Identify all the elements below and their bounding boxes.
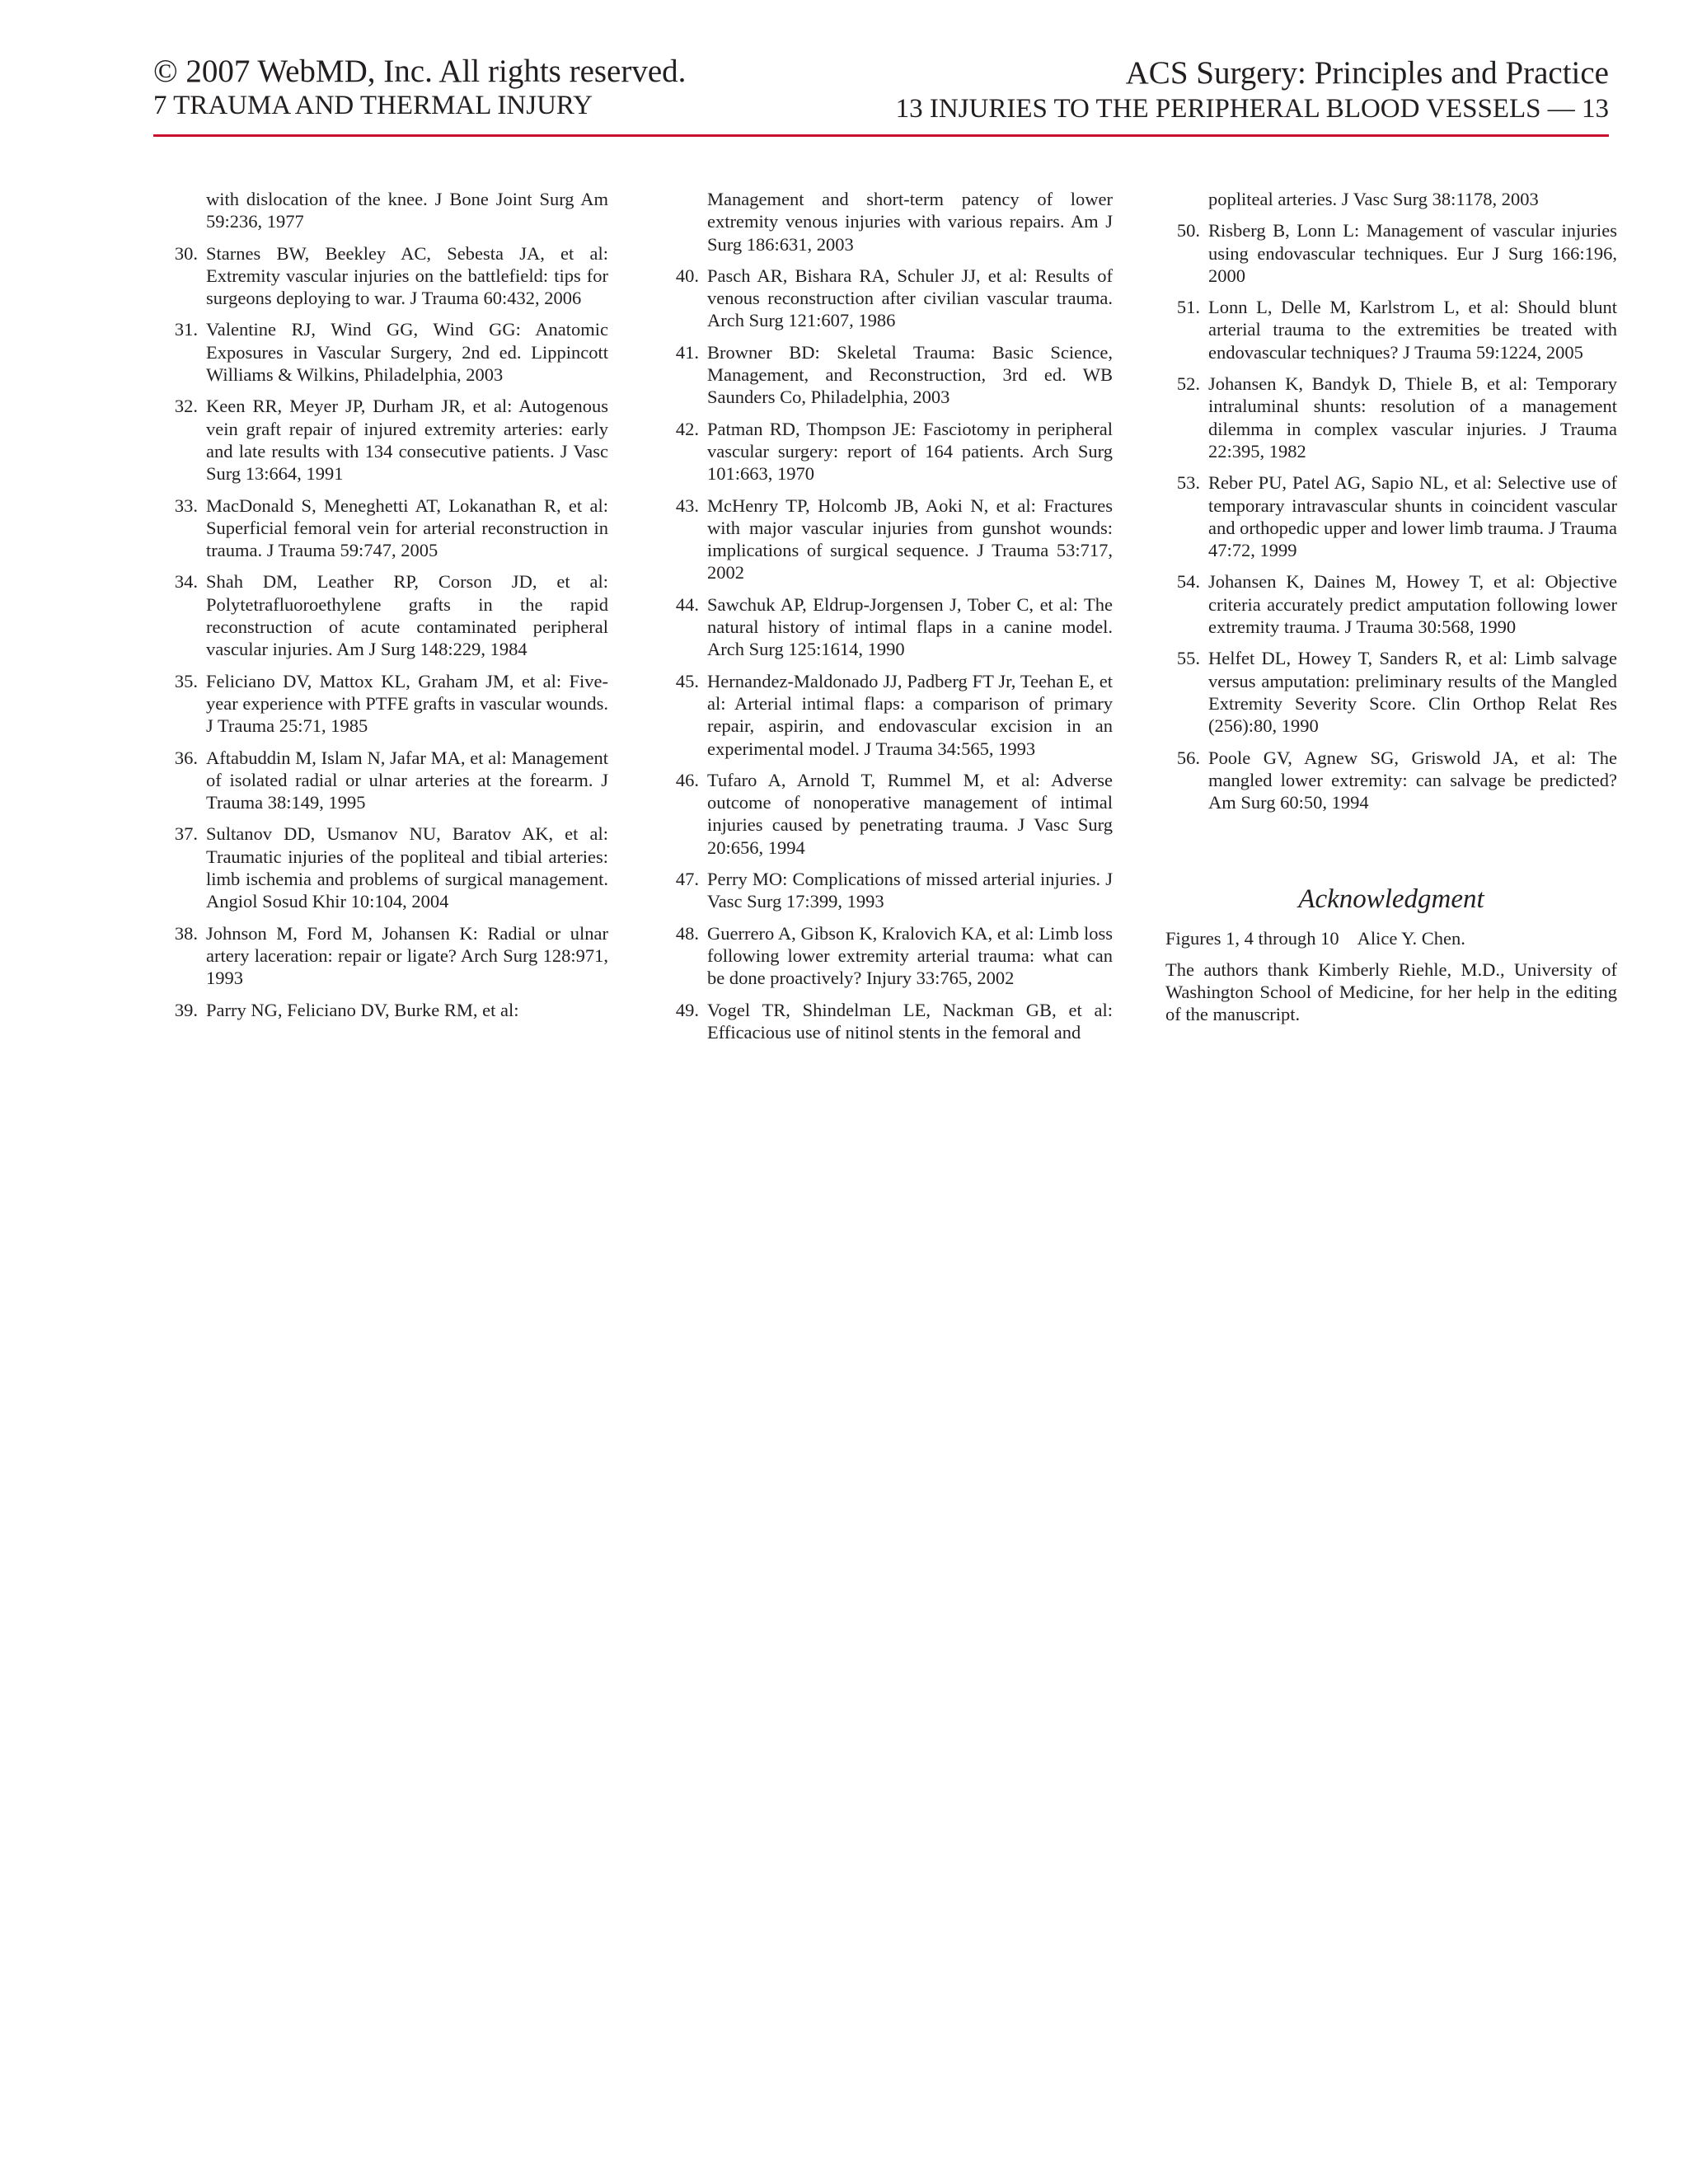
reference-item	[163, 570, 608, 660]
page-header	[153, 53, 1609, 138]
reference-item	[664, 593, 1113, 661]
reference-text: Vogel TR, Shindelman LE, Nackman GB, et al: Efficacious use of nitinol stents in the femoral and	[707, 999, 1113, 1043]
reference-number: 48.	[675, 922, 699, 944]
reference-item	[664, 418, 1113, 485]
reference-text: Poole GV, Agnew SG, Griswold JA, et al: The mangled lower extremity: can salvage be predicted? Am Surg 60:50, 1994	[1208, 747, 1617, 813]
reference-continuation: with dislocation of the knee. J Bone Joint Surg Am 59:236, 1977	[206, 189, 608, 232]
reference-column-2	[664, 188, 1113, 1052]
reference-number: 53.	[1176, 472, 1200, 494]
chapter-title: 13 INJURIES TO THE PERIPHERAL BLOOD VESSELS — 13	[895, 94, 1609, 124]
reference-item	[163, 747, 608, 814]
reference-text: Perry MO: Complications of missed arterial injuries. J Vasc Surg 17:399, 1993	[707, 869, 1113, 912]
reference-item	[1165, 296, 1617, 363]
reference-number: 33.	[174, 494, 198, 516]
reference-item	[163, 670, 608, 738]
reference-text: Reber PU, Patel AG, Sapio NL, et al: Selective use of temporary intravascular shunts in coincident vascular and orthopedic upper and lower limb trauma. J Trauma 47:72, 1999	[1208, 472, 1617, 561]
reference-list	[163, 242, 608, 1021]
reference-text: Sultanov DD, Usmanov NU, Baratov AK, et al: Traumatic injuries of the popliteal and tibial arteries: limb ischemia and problems of surgical management. Angiol Sosud Khir 10:104, 2004	[206, 823, 608, 912]
reference-item	[163, 494, 608, 562]
reference-continuation: popliteal arteries. J Vasc Surg 38:1178, 2003	[1208, 189, 1539, 209]
reference-item	[163, 318, 608, 386]
reference-number: 56.	[1176, 747, 1200, 768]
reference-item	[1165, 647, 1617, 737]
reference-text: Patman RD, Thompson JE: Fasciotomy in peripheral vascular surgery: report of 164 patients. Arch Surg 101:663, 1970	[707, 418, 1113, 485]
copyright-notice: © 2007 WebMD, Inc. All rights reserved.	[153, 54, 687, 89]
reference-item	[1165, 373, 1617, 462]
reference-text: Aftabuddin M, Islam N, Jafar MA, et al: Management of isolated radial or ulnar arteries at the forearm. J Trauma 38:149, 1995	[206, 747, 608, 813]
reference-item	[1165, 570, 1617, 638]
reference-item	[664, 265, 1113, 332]
figure-credit-label: Figures 1, 4 through 10	[1165, 928, 1339, 949]
reference-item	[664, 670, 1113, 760]
reference-list	[664, 265, 1113, 1043]
reference-number: 46.	[675, 769, 699, 790]
reference-number: 44.	[675, 593, 699, 615]
reference-item	[163, 922, 608, 990]
reference-number: 55.	[1176, 648, 1200, 669]
reference-text: Guerrero A, Gibson K, Kralovich KA, et al: Limb loss following lower extremity arterial trauma: what can be done proactively? Injury 33:765, 2002	[707, 922, 1113, 989]
reference-number: 49.	[675, 999, 699, 1020]
reference-number: 32.	[174, 396, 198, 417]
reference-number: 34.	[174, 571, 198, 593]
reference-text: Johnson M, Ford M, Johansen K: Radial or ulnar artery laceration: repair or ligate? Arch Surg 128:971, 1993	[206, 922, 608, 989]
reference-number: 45.	[675, 670, 699, 691]
reference-number: 47.	[675, 869, 699, 890]
book-title: ACS Surgery: Principles and Practice	[1125, 55, 1609, 91]
reference-text: Pasch AR, Bishara RA, Schuler JJ, et al: Results of venous reconstruction after civilian vascular trauma. Arch Surg 121:607, 1986	[707, 265, 1113, 331]
acknowledgment-section	[1165, 883, 1617, 1025]
reference-item	[664, 999, 1113, 1044]
reference-item	[163, 242, 608, 310]
reference-text: Johansen K, Daines M, Howey T, et al: Objective criteria accurately predict amputation following lower extremity trauma. J Trauma 30:568, 1990	[1208, 571, 1617, 638]
reference-text: Shah DM, Leather RP, Corson JD, et al: Polytetrafluoroethylene grafts in the rapid reconstruction of acute contaminated peripheral vascular injuries. Am J Surg 148:229, 1984	[206, 571, 608, 660]
reference-item	[1165, 471, 1617, 561]
reference-text: MacDonald S, Meneghetti AT, Lokanathan R, et al: Superficial femoral vein for arterial reconstruction in trauma. J Trauma 59:747, 2005	[206, 494, 608, 561]
reference-item	[664, 494, 1113, 584]
reference-number: 43.	[675, 494, 699, 516]
figure-credit-name: Alice Y. Chen.	[1357, 928, 1465, 949]
reference-text: Sawchuk AP, Eldrup-Jorgensen J, Tober C, et al: The natural history of intimal flaps in a canine model. Arch Surg 125:1614, 1990	[707, 593, 1113, 660]
reference-number: 50.	[1176, 220, 1200, 241]
reference-text: Hernandez-Maldonado JJ, Padberg FT Jr, Teehan E, et al: Arterial intimal flaps: a comparison of primary repair, aspirin, and endovascular excision in an experimental model. J Trauma 34:565, 1993	[707, 670, 1113, 759]
reference-item	[163, 395, 608, 485]
section-title: 7 TRAUMA AND THERMAL INJURY	[153, 91, 593, 120]
figure-credit	[1165, 927, 1617, 949]
reference-text: Keen RR, Meyer JP, Durham JR, et al: Autogenous vein graft repair of injured extremity arteries: early and late results with 134 consecutive patients. J Vasc Surg 13:664, 1991	[206, 396, 608, 485]
reference-text: Browner BD: Skeletal Trauma: Basic Science, Management, and Reconstruction, 3rd ed. WB Saunders Co, Philadelphia, 2003	[707, 341, 1113, 408]
reference-number: 36.	[174, 747, 198, 768]
reference-number: 40.	[675, 265, 699, 286]
reference-text: McHenry TP, Holcomb JB, Aoki N, et al: Fractures with major vascular injuries from gunshot wounds: implications of surgical sequence. J Trauma 53:717, 2002	[707, 494, 1113, 583]
reference-text: Starnes BW, Beekley AC, Sebesta JA, et al: Extremity vascular injuries on the battlefield: tips for surgeons deploying to war. J Trauma 60:432, 2006	[206, 242, 608, 309]
reference-continuation: Management and short-term patency of lower extremity venous injuries with various repairs. Am J Surg 186:631, 2003	[707, 189, 1113, 255]
reference-number: 54.	[1176, 571, 1200, 593]
reference-number: 39.	[174, 999, 198, 1020]
reference-number: 35.	[174, 670, 198, 691]
reference-item	[664, 341, 1113, 409]
reference-item	[163, 823, 608, 912]
acknowledgment-text: The authors thank Kimberly Riehle, M.D., University of Washington School of Medicine, for her help in the editing of the manuscript.	[1165, 958, 1617, 1025]
reference-list	[1165, 219, 1617, 813]
reference-number: 38.	[174, 922, 198, 944]
acknowledgment-heading: Acknowledgment	[1298, 884, 1484, 915]
reference-number: 37.	[174, 823, 198, 845]
reference-item	[664, 868, 1113, 913]
reference-text: Valentine RJ, Wind GG, Wind GG: Anatomic Exposures in Vascular Surgery, 2nd ed. Lippincott Williams & Wilkins, Philadelphia, 2003	[206, 319, 608, 386]
reference-text: Lonn L, Delle M, Karlstrom L, et al: Should blunt arterial trauma to the extremities be treated with endovascular techniques? J Trauma 59:1224, 2005	[1208, 297, 1617, 363]
reference-number: 30.	[174, 242, 198, 264]
header-rule	[153, 134, 1609, 137]
reference-number: 52.	[1176, 373, 1200, 395]
reference-item	[163, 999, 608, 1021]
reference-number: 31.	[174, 319, 198, 340]
reference-text: Feliciano DV, Mattox KL, Graham JM, et al: Five-year experience with PTFE grafts in vascular wounds. J Trauma 25:71, 1985	[206, 670, 608, 737]
reference-text: Parry NG, Feliciano DV, Burke RM, et al:	[206, 999, 519, 1020]
reference-number: 41.	[675, 341, 699, 363]
reference-column-3	[1165, 188, 1617, 1026]
reference-text: Tufaro A, Arnold T, Rummel M, et al: Adverse outcome of nonoperative management of intimal injuries caused by penetrating trauma. J Vasc Surg 20:656, 1994	[707, 769, 1113, 858]
reference-text: Helfet DL, Howey T, Sanders R, et al: Limb salvage versus amputation: preliminary results of the Mangled Extremity Severity Score. Clin Orthop Relat Res (256):80, 1990	[1208, 648, 1617, 737]
reference-number: 51.	[1176, 297, 1200, 318]
reference-column-1	[163, 188, 608, 1030]
reference-item	[664, 922, 1113, 990]
reference-item	[1165, 747, 1617, 814]
reference-text: Johansen K, Bandyk D, Thiele B, et al: Temporary intraluminal shunts: resolution of a management dilemma in complex vascular injuries. J Trauma 22:395, 1982	[1208, 373, 1617, 462]
reference-item	[664, 769, 1113, 859]
reference-text: Risberg B, Lonn L: Management of vascular injuries using endovascular techniques. Eur J Surg 166:196, 2000	[1208, 220, 1617, 286]
reference-number: 42.	[675, 418, 699, 439]
reference-item	[1165, 219, 1617, 287]
